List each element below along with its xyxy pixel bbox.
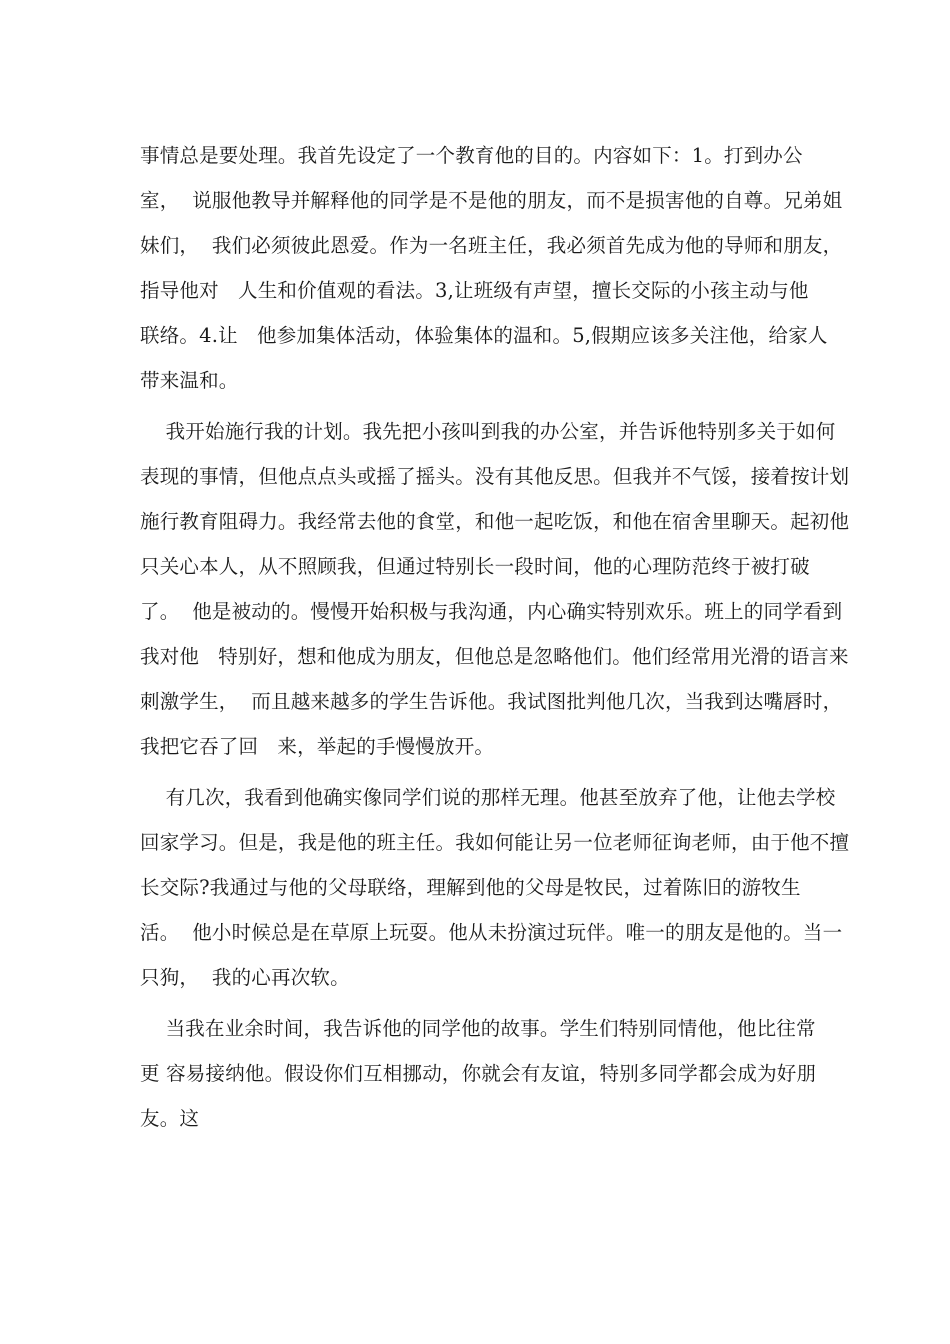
paragraph-2-line-4: 只关心本人，从不照顾我，但通过特别长一段时间，他的心理防范终于被打破 <box>140 555 810 578</box>
paragraph-4-line-2: 更 容易接纳他。假设你们互相挪动，你就会有友谊，特别多同学都会成为好朋 <box>140 1062 817 1085</box>
paragraph-1-line-1: 事情总是要处理。我首先设定了一个教育他的目的。内容如下：1。打到办公 <box>140 144 803 167</box>
paragraph-3-line-1: 有几次，我看到他确实像同学们说的那样无理。他甚至放弃了他，让他去学校 <box>140 786 836 809</box>
paragraph-2-line-2: 表现的事情，但他点点头或摇了摇头。没有其他反思。但我并不气馁，接着按计划 <box>140 465 850 488</box>
paragraph-4-line-3: 友。这 <box>140 1107 200 1130</box>
paragraph-3-line-4: 活。 他小时候总是在草原上玩耍。他从未扮演过玩伴。唯一的朋友是他的。当一 <box>140 921 843 944</box>
paragraph-3-line-3: 长交际?我通过与他的父母联络，理解到他的父母是牧民，过着陈旧的游牧生 <box>140 876 801 899</box>
paragraph-1-line-5: 联络。4.让 他参加集体活动，体验集体的温和。5,假期应该多关注他，给家人 <box>140 324 828 347</box>
paragraph-4-line-1: 当我在业余时间，我告诉他的同学他的故事。学生们特别同情他，他比往常 <box>140 1017 816 1040</box>
paragraph-1-line-4: 指导他对 人生和价值观的看法。3,让班级有声望，擅长交际的小孩主动与他 <box>140 279 809 302</box>
paragraph-1-line-2: 室， 说服他教导并解释他的同学是不是他的朋友，而不是损害他的自尊。兄弟姐 <box>140 189 843 212</box>
paragraph-2-line-5: 了。 他是被动的。慢慢开始积极与我沟通，内心确实特别欢乐。班上的同学看到 <box>140 600 843 623</box>
paragraph-3-line-2: 回家学习。但是，我是他的班主任。我如何能让另一位老师征询老师，由于他不擅 <box>140 831 850 854</box>
paragraph-2-line-1: 我开始施行我的计划。我先把小孩叫到我的办公室，并告诉他特别多关于如何 <box>140 420 836 443</box>
paragraph-1-line-6: 带来温和。 <box>140 369 239 392</box>
paragraph-2-line-8: 我把它吞了回 来，举起的手慢慢放开。 <box>140 735 495 758</box>
paragraph-2-line-7: 刺激学生， 而且越来越多的学生告诉他。我试图批判他几次，当我到达嘴唇时， <box>140 690 843 713</box>
paragraph-2-line-6: 我对他 特别好，想和他成为朋友，但他总是忽略他们。他们经常用光滑的语言来 <box>140 645 849 668</box>
paragraph-1-line-3: 妹们， 我们必须彼此恩爱。作为一名班主任，我必须首先成为他的导师和朋友， <box>140 234 843 257</box>
paragraph-3-line-5: 只狗， 我的心再次软。 <box>140 966 350 989</box>
paragraph-2-line-3: 施行教育阻碍力。我经常去他的食堂，和他一起吃饭，和他在宿舍里聊天。起初他 <box>140 510 850 533</box>
